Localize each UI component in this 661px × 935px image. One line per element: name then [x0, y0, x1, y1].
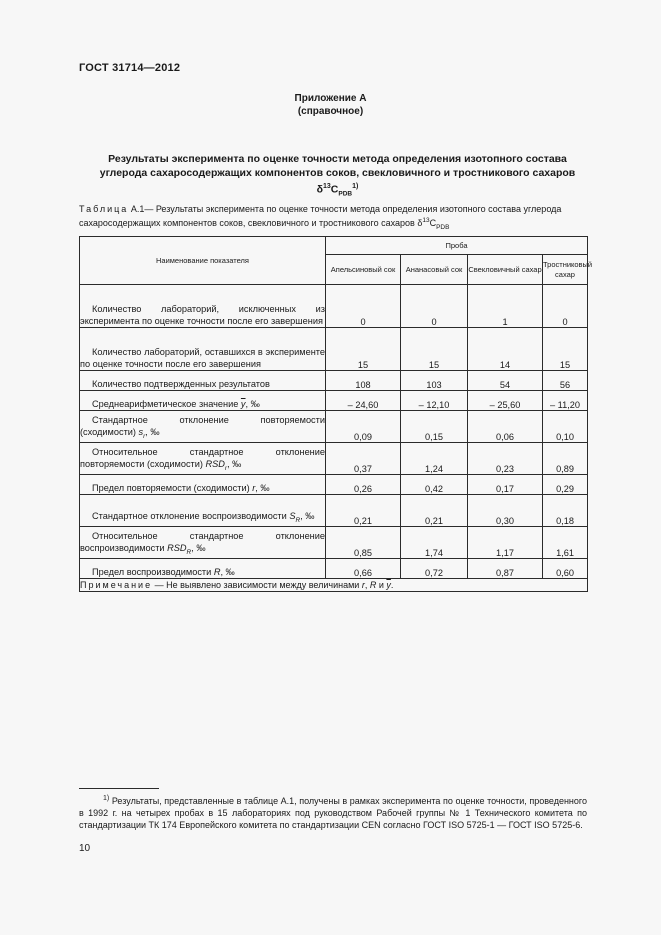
cell-value: 15: [543, 328, 588, 371]
caption-formula: $\delta^{13}C_{PDB}$: [417, 217, 450, 231]
cell-value: – 24,60: [326, 391, 401, 411]
cell-value: 0: [326, 285, 401, 328]
table-row: [80, 285, 588, 328]
annex-title: Приложение А: [294, 93, 367, 104]
footnote-divider: [79, 788, 159, 789]
cell-value: 0,37: [326, 443, 401, 475]
cell-value: 1,17: [468, 527, 543, 559]
cell-value: 0: [543, 285, 588, 328]
cell-value: 15: [326, 328, 401, 371]
page-number: 10: [79, 843, 91, 854]
cell-value: 0,87: [468, 559, 543, 579]
cell-value: 108: [326, 371, 401, 391]
footnote-marker: 1): [103, 795, 110, 802]
cell-value: 0: [401, 285, 468, 328]
cell-value: 1: [468, 285, 543, 328]
footnote: [79, 793, 587, 831]
footnote-text: Результаты, представленные в таблице А.1, получены в рамках эксперимента по оценке точности, проведенного в 1992 г. на четырех пробах в 15 лабораториях под руководством Рабочей группы № 1 Технического комитета по стандартизации ТК 174 Европейского комитета по стандартизации CEN согласно ГОСТ ISO 5725-1 — ГОСТ ISO 5725-6.: [79, 796, 587, 830]
standard-designation: ГОСТ 31714—2012: [79, 62, 181, 74]
row-label: Предел воспроизводимости R, ‰: [80, 559, 326, 579]
cell-value: 0,26: [326, 475, 401, 495]
cell-value: 1,24: [401, 443, 468, 475]
cell-value: – 12,10: [401, 391, 468, 411]
annex-subtitle: (справочное): [297, 106, 364, 117]
header-col-cane-sugar: Тростниковый сахар: [543, 255, 588, 285]
table-row: [80, 443, 588, 475]
table-row: [80, 411, 588, 443]
cell-value: 0,06: [468, 411, 543, 443]
cell-value: 0,60: [543, 559, 588, 579]
cell-value: 0,42: [401, 475, 468, 495]
cell-value: 56: [543, 371, 588, 391]
cell-value: 1,74: [401, 527, 468, 559]
table-row: [80, 527, 588, 559]
header-col-beet-sugar: Свекловичный сахар: [468, 255, 543, 285]
cell-value: 0,23: [468, 443, 543, 475]
cell-value: 0,09: [326, 411, 401, 443]
header-sample: Проба: [326, 237, 588, 255]
table-caption: [79, 203, 587, 234]
cell-value: 0,15: [401, 411, 468, 443]
table-note-row: [80, 579, 588, 592]
cell-value: 0,17: [468, 475, 543, 495]
table-row: [80, 391, 588, 411]
row-label: Относительное стандартное отклонение повторяемости (сходимости) $RSD_r$, ‰: [80, 443, 326, 475]
row-label: Количество лабораторий, оставшихся в эксперименте по оценке точности после его завершения: [80, 328, 326, 371]
caption-text: — Результаты эксперимента по оценке точности метода определения изотопного состава углерода сахаросодержащих компонентов соков, свекловичного и тростникового сахаров: [79, 204, 562, 228]
annex-heading: [0, 92, 661, 118]
row-label: Стандартное отклонение воспроизводимости $S_R$, ‰: [80, 495, 326, 527]
table-row: [80, 559, 588, 579]
title-line-2: углерода сахаросодержащих компонентов соков, свекловичного и тростникового сахаров: [99, 167, 576, 179]
row-label: Стандартное отклонение повторяемости (сходимости) $s_r$, ‰: [80, 411, 326, 443]
cell-value: – 11,20: [543, 391, 588, 411]
cell-value: 0,72: [401, 559, 468, 579]
cell-value: 0,21: [326, 495, 401, 527]
table-row: [80, 495, 588, 527]
cell-value: 0,89: [543, 443, 588, 475]
row-label: Предел повторяемости (сходимости) r, ‰: [80, 475, 326, 495]
cell-value: 0,18: [543, 495, 588, 527]
cell-value: 0,29: [543, 475, 588, 495]
cell-value: 0,21: [401, 495, 468, 527]
cell-value: 54: [468, 371, 543, 391]
cell-value: 103: [401, 371, 468, 391]
header-col-orange-juice: Апельсиновый сок: [326, 255, 401, 285]
table-note: Примечание — Не выявлено зависимости между величинами r, R и $\overline{y}$.: [80, 579, 588, 592]
caption-label: Таблица: [79, 204, 129, 214]
table-row: [80, 371, 588, 391]
cell-value: 1,61: [543, 527, 588, 559]
cell-value: – 25,60: [468, 391, 543, 411]
header-col-pineapple-juice: Ананасовый сок: [401, 255, 468, 285]
table-row: [80, 475, 588, 495]
table-row: [80, 328, 588, 371]
title-line-1: Результаты эксперимента по оценке точности метода определения изотопного состава: [108, 153, 567, 165]
cell-value: 15: [401, 328, 468, 371]
row-label: Среднеарифметическое значение $\overline{y}$, ‰: [80, 391, 326, 411]
cell-value: 0,85: [326, 527, 401, 559]
row-label: Относительное стандартное отклонение воспроизводимости $RSD_R$, ‰: [80, 527, 326, 559]
header-indicator-name: Наименование показателя: [80, 237, 326, 285]
row-label: Количество подтвержденных результатов: [80, 371, 326, 391]
title-formula: $\delta^{13}C_{PDB}^{1)}$: [316, 183, 359, 198]
cell-value: 0,66: [326, 559, 401, 579]
results-table: [79, 236, 593, 592]
cell-value: 14: [468, 328, 543, 371]
caption-number: А.1: [130, 204, 145, 214]
cell-value: 0,30: [468, 495, 543, 527]
document-title: [80, 152, 595, 202]
row-label: Количество лабораторий, исключенных из эксперимента по оценке точности после его завершения: [80, 285, 326, 328]
cell-value: 0,10: [543, 411, 588, 443]
